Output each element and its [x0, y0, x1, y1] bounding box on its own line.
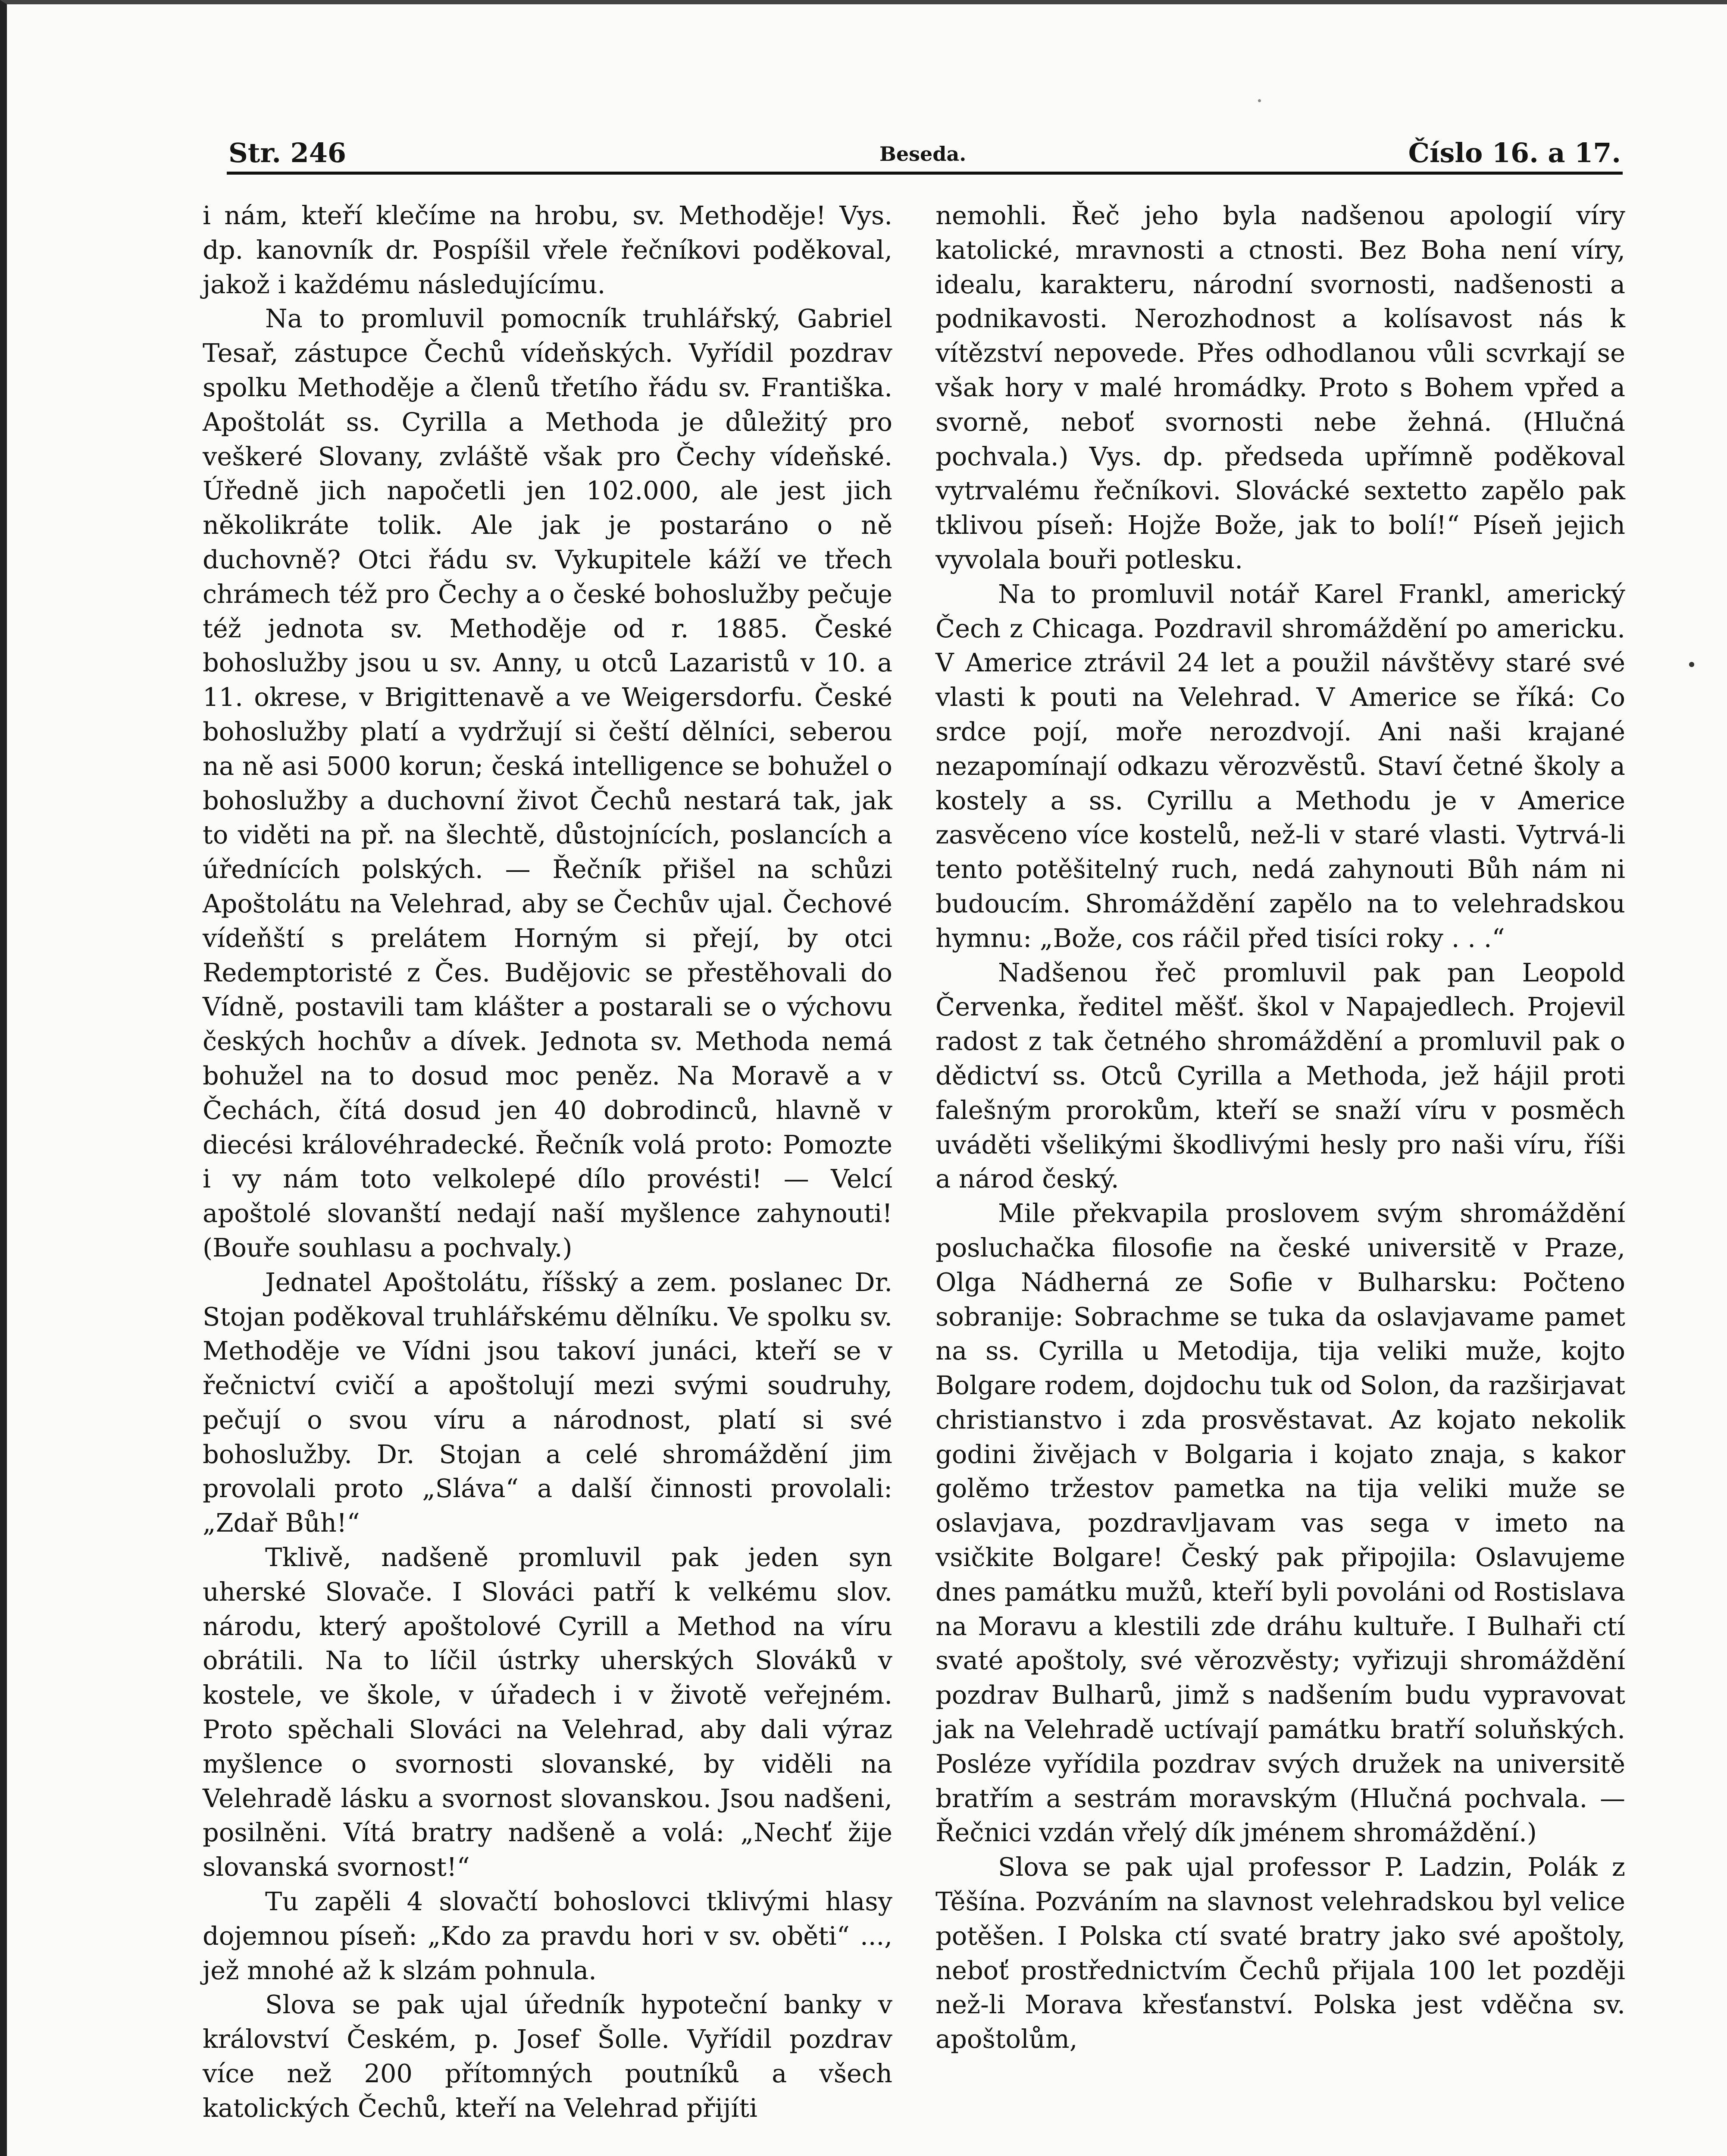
- paragraph: Slova se pak ujal professor P. Ladzin, Polák z Těšína. Pozváním na slavnost velehradskou byl velice potěšen. I Polska ctí svaté bratry jako své apoštoly, neboť prostřednictvím Čechů přijala 100 let později než-li Morava křesťanství. Polska jest vděčna sv. apoštolům,: [935, 1852, 1625, 2054]
- print-speck: [1258, 99, 1261, 102]
- paragraph: i nám, kteří klečíme na hrobu, sv. Methoděje! Vys. dp. kanovník dr. Pospíšil vřele řečníkovi poděkoval, jakož i každému následujícímu.: [203, 201, 892, 299]
- paragraph: Jednatel Apoštolátu, říšský a zem. poslanec Dr. Stojan poděkoval truhlářskému dělníku. Ve spolku sv. Methoděje ve Vídni jsou takoví junáci, kteří se v řečnictví cvičí a apoštolují mezi svými soudruhy, pečují o svou víru a národnost, platí si své bohoslužby. Dr. Stojan a celé shromáždění jim provolali proto „Sláva“ a další činnosti provolali: „Zdař Bůh!“: [203, 1267, 892, 1538]
- paragraph: nemohli. Řeč jeho byla nadšenou apologií víry katolické, mravnosti a ctnosti. Bez Boha není víry, idealu, karakteru, národní svornosti, nadšenosti a podnikavosti. Nerozhodnost a kolísavost nás k vítězství nepovede. Přes odhodlanou vůli scvrkají se však hory v malé hromádky. Proto s Bohem vpřed a svorně, neboť svornosti nebe žehná. (Hlučná pochvala.) Vys. dp. předseda upřímně poděkoval vytrvalému řečníkovi. Slovácké sextetto zapělo pak tklivou píseň: Hojže Bože, jak to bolí!“ Píseň jejich vyvolala bouři potlesku.: [935, 201, 1625, 574]
- paragraph: Tklivě, nadšeně promluvil pak jeden syn uherské Slovače. I Slováci patří k velkému slov. národu, který apoštolové Cyrill a Method na víru obrátili. Na to líčil ústrky uherských Slováků v kostele, ve škole, v úřadech i v životě veřejném. Proto spěchali Slováci na Velehrad, aby dali výraz myšlence o svornosti slovanské, by viděli na Velehradě lásku a svornost slovanskou. Jsou nadšeni, posilněni. Vítá bratry nadšeně a volá: „Nechť žije slovanská svornost!“: [203, 1542, 892, 1882]
- paragraph: Tu zapěli 4 slovačtí bohoslovci tklivými hlasy dojemnou píseň: „Kdo za pravdu hori v sv. oběti“ ..., jež mnohé až k slzám pohnula.: [203, 1887, 892, 1985]
- paragraph: Na to promluvil notář Karel Frankl, americký Čech z Chicaga. Pozdravil shromáždění po americku. V Americe ztrávil 24 let a použil návštěvy staré své vlasti k pouti na Velehrad. V Americe se říká: Co srdce pojí, moře nerozdvojí. Ani naši krajané nezapomínají odkazu věrozvěstů. Staví četné školy a kostely a ss. Cyrillu a Methodu je v Americe zasvěceno více kostelů, než-li v staré vlasti. Vytrvá-li tento potěšitelný ruch, nedá zahynouti Bůh nám ni budoucím. Shromáždění zapělo na to velehradskou hymnu: „Bože, cos ráčil před tisíci roky . . .“: [935, 579, 1625, 953]
- page-number: Str. 246: [228, 137, 346, 169]
- running-header: [228, 137, 1621, 172]
- right-column: [935, 198, 1625, 2056]
- paragraph: Nadšenou řeč promluvil pak pan Leopold Červenka, ředitel měšť. škol v Napajedlech. Projevil radost z tak četného shromáždění a promluvil pak o dědictví ss. Otců Cyrilla a Methoda, jež hájil proti falešným prorokům, kteří se snaží víru v posměch uváděti všelikými škodlivými hesly pro naši víru, říši a národ český.: [935, 957, 1625, 1194]
- paragraph: Slova se pak ujal úředník hypoteční banky v království Českém, p. Josef Šolle. Vyřídil pozdrav více než 200 přítomných poutníků a všech katolických Čechů, kteří na Velehrad přijíti: [203, 1990, 892, 2123]
- left-column: [203, 198, 892, 2125]
- paragraph: Na to promluvil pomocník truhlářský, Gabriel Tesař, zástupce Čechů vídeňských. Vyřídil pozdrav spolku Methoděje a členů třetího řádu sv. Františka. Apoštolát ss. Cyrilla a Methoda je důležitý pro veškeré Slovany, zvláště však pro Čechy vídeňské. Úředně jich napočetli jen 102.000, ale jest jich několikráte tolik. Ale jak je postaráno o ně duchovně? Otci řádu sv. Vykupitele káží ve třech chrámech též pro Čechy a o české bohoslužby pečuje též jednota sv. Methoděje od r. 1885. České bohoslužby jsou u sv. Anny, u otců Lazaristů v 10. a 11. okrese, v Brigittenavě a ve Weigersdorfu. České bohoslužby platí a vydržují si čeští dělníci, seberou na ně asi 5000 korun; česká intelligence se bohužel o bohoslužby a duchovní život Čechů nestará tak, jak to viděti na př. na šlechtě, důstojnících, poslancích a úřednících polských. — Řečník přišel na schůzi Apoštolátu na Velehrad, aby se Čechův ujal. Čechové vídeňští s prelátem Horným si přejí, by otci Redemptoristé z Čes. Budějovic se přestěhovali do Vídně, postavili tam klášter a postarali se o výchovu českých hochův a dívek. Jednota sv. Methoda nemá bohužel na to dosud moc peněz. Na Moravě a v Čechách, čítá dosud jen 40 dobrodinců, hlavně v diecési královéhradecké. Řečník volá proto: Pomozte i vy nám toto velkolepé dílo provésti! — Velcí apoštolé slovanští nedají naší myšlence zahynouti! (Bouře souhlasu a pochvaly.): [203, 304, 892, 1263]
- margin-mark: [1689, 662, 1694, 667]
- header-rule: [227, 172, 1623, 175]
- journal-title: Beseda.: [879, 142, 967, 166]
- paragraph: Mile překvapila proslovem svým shromáždění posluchačka filosofie na české universitě v Praze, Olga Nádherná ze Sofie v Bulharsku: Počteno sobranije: Sobrachme se tuka da oslavjavame pamet na ss. Cyrilla u Metodija, tija veliki muže, kojto Bolgare rodem, dojdochu tuk od Solon, da razširjavat christianstvo i zda prosvěstavat. Az kojato nekolik godini živějach v Bolgaria i kojato znaja, s kakor golěmo tržestov pametka na tija veliki muže se oslavjava, pozdravljavam vas sega v imeto na vsičkite Bolgare! Český pak připojila: Oslavujeme dnes památku mužů, kteří byli povoláni od Rostislava na Moravu a klestili zde dráhu kultuře. I Bulhaři ctí svaté apoštoly, své věrozvěsty; vyřizuji shromáždění pozdrav Bulharů, jimž s nadšením budu vypravovat jak na Velehradě uctívají památku bratří soluňských. Posléze vyřídila pozdrav svých družek na universitě bratřím a sestrám moravským (Hlučná pochvala. — Řečnici vzdán vřelý dík jménem shromáždění.): [935, 1198, 1625, 1848]
- issue-number: Číslo 16. a 17.: [1408, 137, 1621, 169]
